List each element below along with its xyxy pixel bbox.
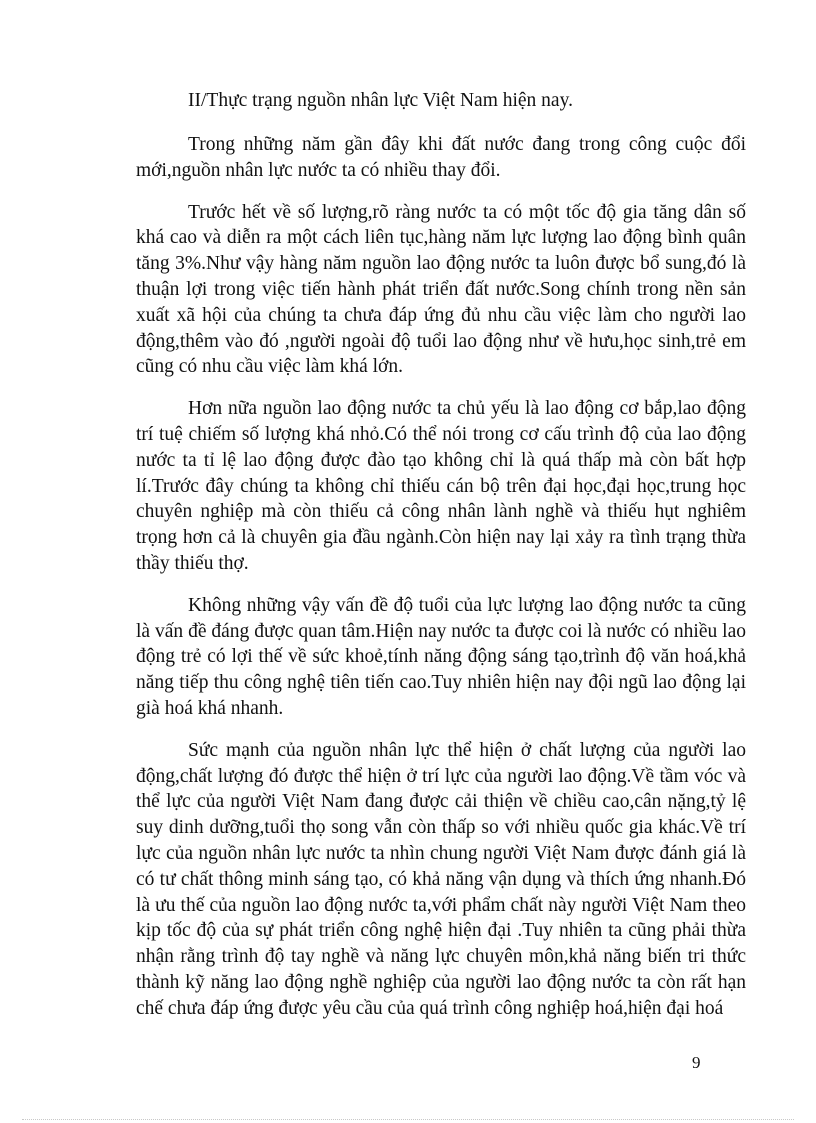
- page-number: 9: [692, 1053, 701, 1072]
- paragraph-4: Không những vậy vấn đề độ tuổi của lực lượng lao động nước ta cũng là vấn đề đáng được quan tâm.Hiện nay nước ta được coi là nước có nhiều lao động trẻ có lợi thế về sức khoẻ,tính năng động sáng tạo,trình độ văn hoá,khả năng tiếp thu công nghệ tiên tiến cao.Tuy nhiên hiện nay đội ngũ lao động lại già hoá khá nhanh.: [136, 594, 746, 719]
- paragraph-2: Trước hết về số lượng,rõ ràng nước ta có một tốc độ gia tăng dân số khá cao và diễn ra một cách liên tục,hàng năm lực lượng lao động bình quân tăng 3%.Như vậy hàng năm nguồn lao động nước ta luôn được bổ sung,đó là thuận lợi trong việc tiến hành phát triển đất nước.Song chính trong nền sản xuất xã hội của chúng ta chưa đáp ứng đủ nhu cầu việc làm cho người lao động,thêm vào đó ,người ngoài độ tuổi lao động như về hưu,học sinh,trẻ em cũng có nhu cầu việc làm khá lớn.: [136, 201, 746, 378]
- section-heading: II/Thực trạng nguồn nhân lực Việt Nam hiện nay.: [188, 90, 573, 111]
- page-content: [136, 86, 746, 1038]
- paragraph-5: Sức mạnh của nguồn nhân lực thể hiện ở chất lượng của người lao động,chất lượng đó được thể hiện ở trí lực của người lao động.Về tầm vóc và thể lực của người Việt Nam đang được cải thiện về chiều cao,cân nặng,tỷ lệ suy dinh dưỡng,tuổi thọ song vẫn còn thấp so với nhiều quốc gia khác.Về trí lực của nguồn nhân lực nước ta nhìn chung người Việt Nam được đánh giá là có tư chất thông minh sáng tạo, có khả năng vận dụng và thích ứng nhanh.Đó là ưu thế của nguồn lao động nước ta,với phẩm chất này người Việt Nam theo kịp tốc độ của sự phát triển công nghệ hiện đại .Tuy nhiên ta cũng phải thừa nhận rằng trình độ tay nghề và năng lực chuyên môn,khả năng biến tri thức thành kỹ năng lao động nghề nghiệp của người lao động nước ta còn rất hạn chế chưa đáp ứng được yêu cầu của quá trình công nghiệp hoá,hiện đại hoá: [136, 739, 746, 1019]
- paragraph-1: Trong những năm gần đây khi đất nước đang trong công cuộc đổi mới,nguồn nhân lực nước ta có nhiều thay đổi.: [136, 134, 746, 181]
- page-bottom-border: [22, 1119, 794, 1120]
- paragraph-3: Hơn nữa nguồn lao động nước ta chủ yếu là lao động cơ bắp,lao động trí tuệ chiếm số lượng khá nhỏ.Có thể nói trong cơ cấu trình độ của lao động nước ta tỉ lệ lao động được đào tạo không chỉ là quá thấp mà còn bất hợp lí.Trước đây chúng ta không chỉ thiếu cán bộ trên đại học,đại học,trung học chuyên nghiệp mà còn thiếu cả công nhân lành nghề và thiếu hụt nghiêm trọng hơn cả là chuyên gia đầu ngành.Còn hiện nay lại xảy ra tình trạng thừa thầy thiếu thợ.: [136, 398, 746, 574]
